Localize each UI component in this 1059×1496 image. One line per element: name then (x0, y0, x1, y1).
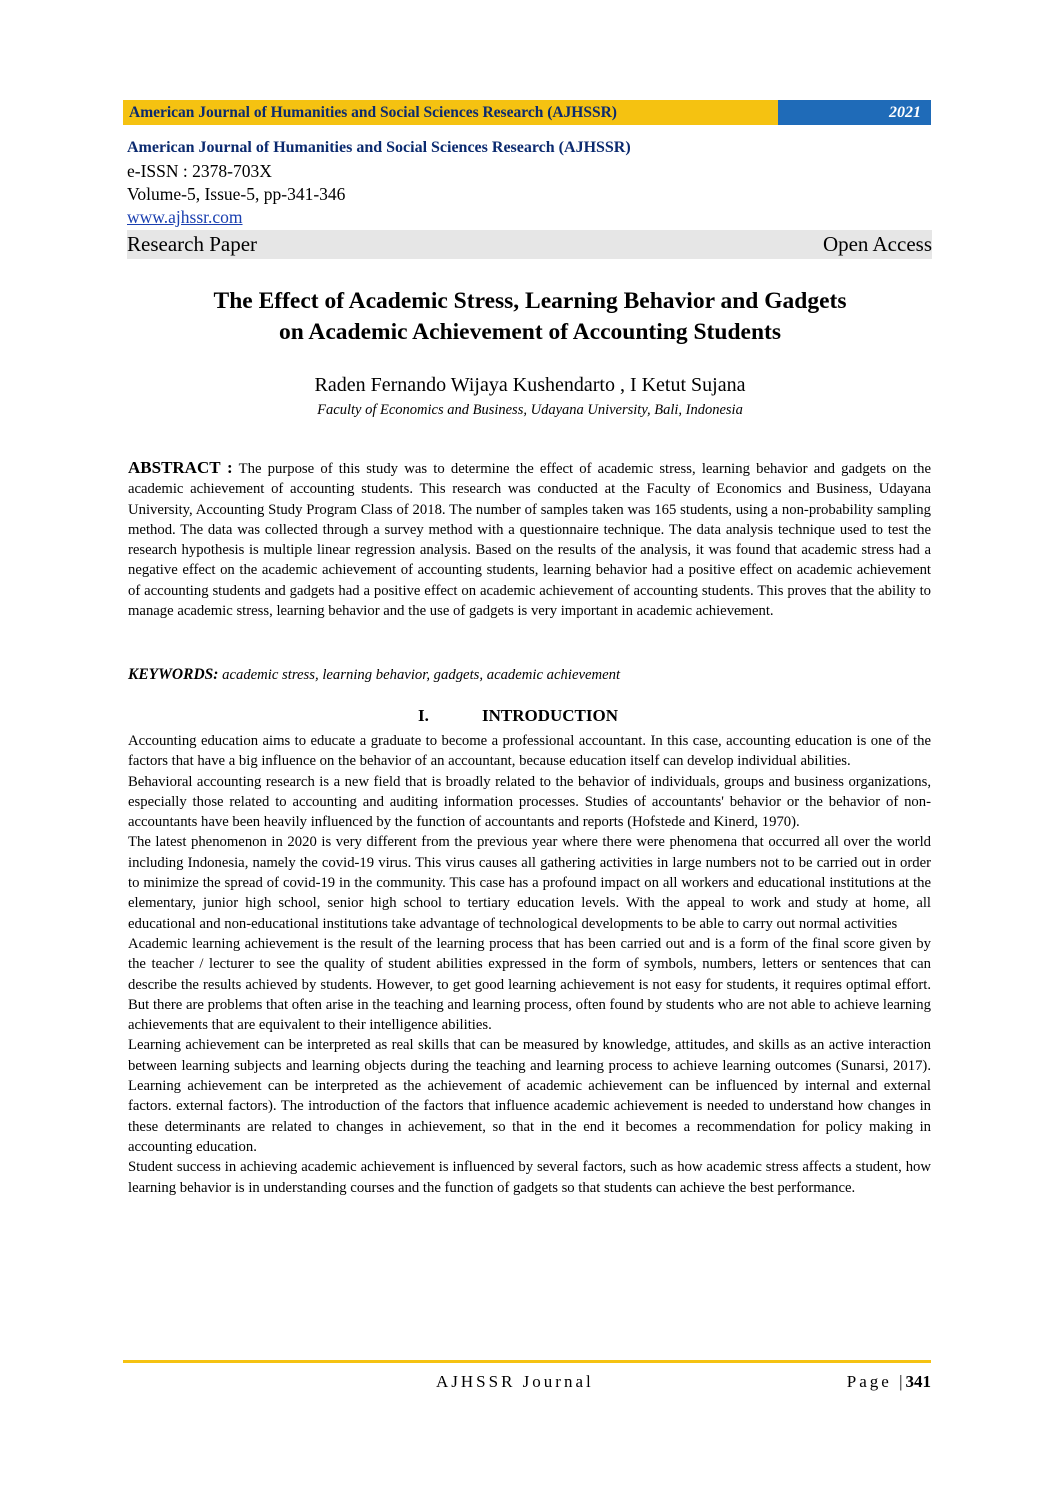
journal-meta-block (127, 136, 932, 259)
abstract-block (128, 458, 931, 621)
author-affiliation: Faculty of Economics and Business, Udayana University, Bali, Indonesia (317, 402, 743, 418)
meta-journal-name: American Journal of Humanities and Social Sciences Research (AJHSSR) (127, 139, 631, 156)
meta-issn: e-ISSN : 2378-703X (127, 161, 272, 181)
paragraph: Academic learning achievement is the result of the learning process that has been carried out and is a form of the final score given by the teacher / lecturer to see the quality of student abilities expressed in the form of symbols, numbers, letters or sentences that can describe the results achieved by students. However, to get good learning achievement is not easy for students, it requires optimal effort. But there are problems that often arise in the teaching and learning process, often found by students who are not able to achieve learning achievements that are equivalent to their intelligence abilities. (128, 935, 931, 1034)
paper-type-bar (127, 230, 932, 259)
access-label: Open Access (822, 232, 932, 256)
paper-authors: Raden Fernando Wijaya Kushendarto , I Ketut Sujana (314, 374, 746, 396)
paragraph: Learning achievement can be interpreted as real skills that can be measured by knowledge, attitudes, and skills as an active interaction between learning subjects and learning objects during the teaching and learning process to achieve learning outcomes (Sunarsi, 2017). Learning achievement can be interpreted as the achievement of academic achievement can be influenced by internal and external factors. external factors). The introduction of the factors that influence academic achievement is needed to understand how changes in these determinants are related to changes in achievement, so that in the end it becomes a recommendation for policy making in accounting education. (128, 1037, 931, 1155)
paragraph: Student success in achieving academic achievement is influenced by several factors, such as how academic stress affects a student, how learning behavior is in understanding courses and the function of gadgets so that students can achieve the best performance. (128, 1159, 931, 1196)
paper-type-label: Research Paper (127, 232, 258, 256)
journal-website-link[interactable]: www.ajhssr.com (127, 207, 243, 227)
paper-title-line-2: on Academic Achievement of Accounting Students (279, 319, 781, 345)
keywords-label: KEYWORDS: (128, 666, 219, 683)
keywords-text: academic stress, learning behavior, gadgets, academic achievement (218, 667, 621, 683)
paragraph: Accounting education aims to educate a graduate to become a professional accountant. In this case, accounting education is one of the factors that have a big influence on the behavior of an accountant, because education itself can develop individual abilities. (128, 733, 931, 770)
footer-page (847, 1372, 931, 1392)
introduction-body (128, 731, 931, 1198)
footer-divider (123, 1360, 931, 1363)
abstract-label: ABSTRACT : (128, 458, 233, 477)
keywords-block (128, 665, 931, 685)
abstract-text: The purpose of this study was to determine the effect of academic stress, learning behavior and gadgets on the academic achievement of accounting students. This research was conducted at the Faculty of Economics and Business, Udayana University, Accounting Study Program Class of 2018. The number of samples taken was 165 students, using a non-probability sampling method. The data was collected through a survey method with a questionnaire technique. The data analysis technique used to test the research hypothesis is multiple linear regression analysis. Based on the results of the analysis, it was found that academic stress had a negative effect on the academic achievement of accounting students, learning behavior had a positive effect on academic achievement of accounting students and gadgets had a positive effect on academic achievement of accounting students. This proves that the ability to manage academic stress, learning behavior and the use of gadgets is very important in academic achievement. (128, 461, 931, 620)
paragraph: The latest phenomenon in 2020 is very different from the previous year where there were phenomena that occurred all over the world including Indonesia, namely the covid-19 virus. This virus causes all gathering activities in large numbers not to be carried out in order to minimize the spread of covid-19 in the community. This case has a profound impact on all workers and educational institutions at the elementary, junior high school, senior high school to tertiary education levels. With the appeal to work and study at home, all educational and non-educational institutions take advantage of technological developments to be able to carry out normal activities (128, 834, 931, 932)
section-number: I. (418, 706, 429, 725)
footer-page-label: Page | (846, 1372, 906, 1391)
header-year: 2021 (778, 100, 931, 125)
page-footer (123, 1372, 931, 1394)
paper-title (120, 286, 940, 348)
page-number: 341 (905, 1372, 931, 1391)
section-title: INTRODUCTION (482, 706, 619, 725)
footer-journal: AJHSSR Journal (436, 1372, 594, 1391)
meta-volume: Volume-5, Issue-5, pp-341-346 (127, 184, 346, 204)
journal-header-band (123, 100, 931, 125)
header-journal-name: American Journal of Humanities and Social Sciences Research (AJHSSR) (123, 100, 778, 125)
paragraph: Behavioral accounting research is a new field that is broadly related to the behavior of individuals, groups and business organizations, especially those related to accounting and auditing information processes. Studies of accountants' behavior or the behavior of non-accountants have been heavily influenced by the function of accountants and reports (Hofstede and Kinerd, 1970). (128, 773, 931, 831)
paper-title-line-1: The Effect of Academic Stress, Learning Behavior and Gadgets (213, 288, 847, 314)
